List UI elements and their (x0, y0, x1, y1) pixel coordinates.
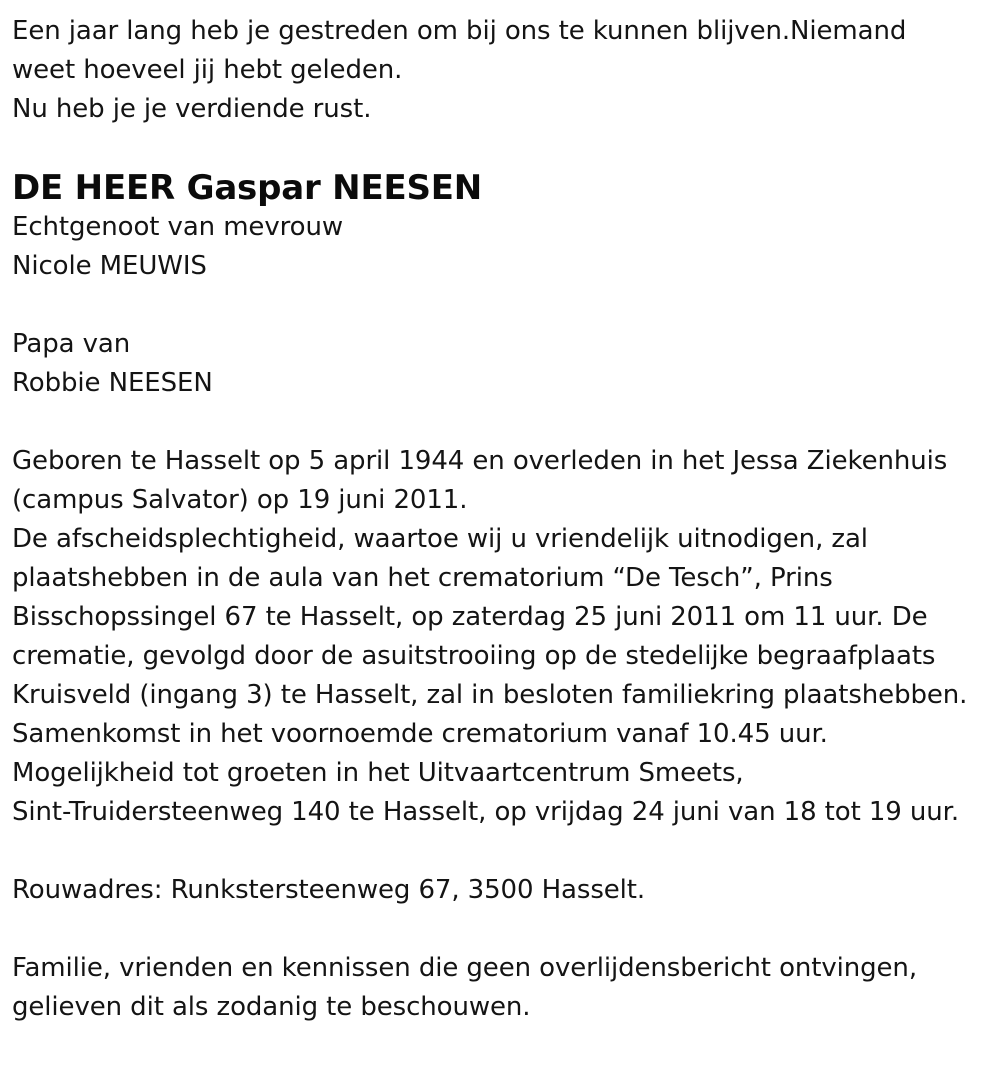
children-text (12, 325, 994, 403)
parent-label: Papa van (12, 329, 131, 359)
intro-line-2: weet hoeveel jij hebt geleden. (12, 55, 403, 85)
spouse-text (12, 208, 994, 286)
mourning-address-block (12, 871, 994, 910)
spouse-name: Nicole MEUWIS (12, 251, 207, 281)
funeral-details-text (12, 442, 994, 832)
spacer-after-details (12, 832, 994, 871)
intro-paragraph (12, 12, 994, 129)
details-line-9: Mogelijkheid tot groeten in het Uitvaartcentrum Smeets, (12, 758, 744, 788)
intro-line-1: Een jaar lang heb je gestreden om bij ons te kunnen blijven.Niemand (12, 16, 907, 46)
spacer-after-spouse (12, 286, 994, 325)
intro-text (12, 12, 994, 129)
mourning-address-text: Rouwadres: Runkstersteenweg 67, 3500 Hasselt. (12, 875, 646, 905)
closing-line-1: Familie, vrienden en kennissen die geen overlijdensbericht ontvingen, (12, 953, 917, 983)
spouse-block (12, 208, 994, 286)
closing-line-2: gelieven dit als zodanig te beschouwen. (12, 992, 531, 1022)
details-line-2: (campus Salvator) op 19 juni 2011. (12, 485, 468, 515)
spouse-label: Echtgenoot van mevrouw (12, 212, 343, 242)
spacer-after-address (12, 910, 994, 949)
deceased-name-heading: DE HEER Gaspar NEESEN (12, 168, 483, 208)
spacer-after-intro (12, 129, 994, 168)
closing-block (12, 949, 994, 1027)
details-line-4: plaatshebben in de aula van het crematorium “De Tesch”, Prins (12, 563, 833, 593)
details-line-5: Bisschopssingel 67 te Hasselt, op zaterdag 25 juni 2011 om 11 uur. De (12, 602, 928, 632)
details-line-7: Kruisveld (ingang 3) te Hasselt, zal in besloten familiekring plaatshebben. (12, 680, 968, 710)
children-block (12, 325, 994, 403)
details-line-1: Geboren te Hasselt op 5 april 1944 en overleden in het Jessa Ziekenhuis (12, 446, 948, 476)
intro-line-3: Nu heb je je verdiende rust. (12, 94, 372, 124)
child-name: Robbie NEESEN (12, 368, 213, 398)
details-line-10: Sint-Truidersteenweg 140 te Hasselt, op vrijdag 24 juni van 18 tot 19 uur. (12, 797, 960, 827)
spacer-after-children (12, 403, 994, 442)
closing-text (12, 949, 994, 1027)
details-line-3: De afscheidsplechtigheid, waartoe wij u vriendelijk uitnodigen, zal (12, 524, 868, 554)
details-line-6: crematie, gevolgd door de asuitstrooiing op de stedelijke begraafplaats (12, 641, 936, 671)
funeral-details-block (12, 442, 994, 832)
details-line-8: Samenkomst in het voornoemde crematorium vanaf 10.45 uur. (12, 719, 828, 749)
